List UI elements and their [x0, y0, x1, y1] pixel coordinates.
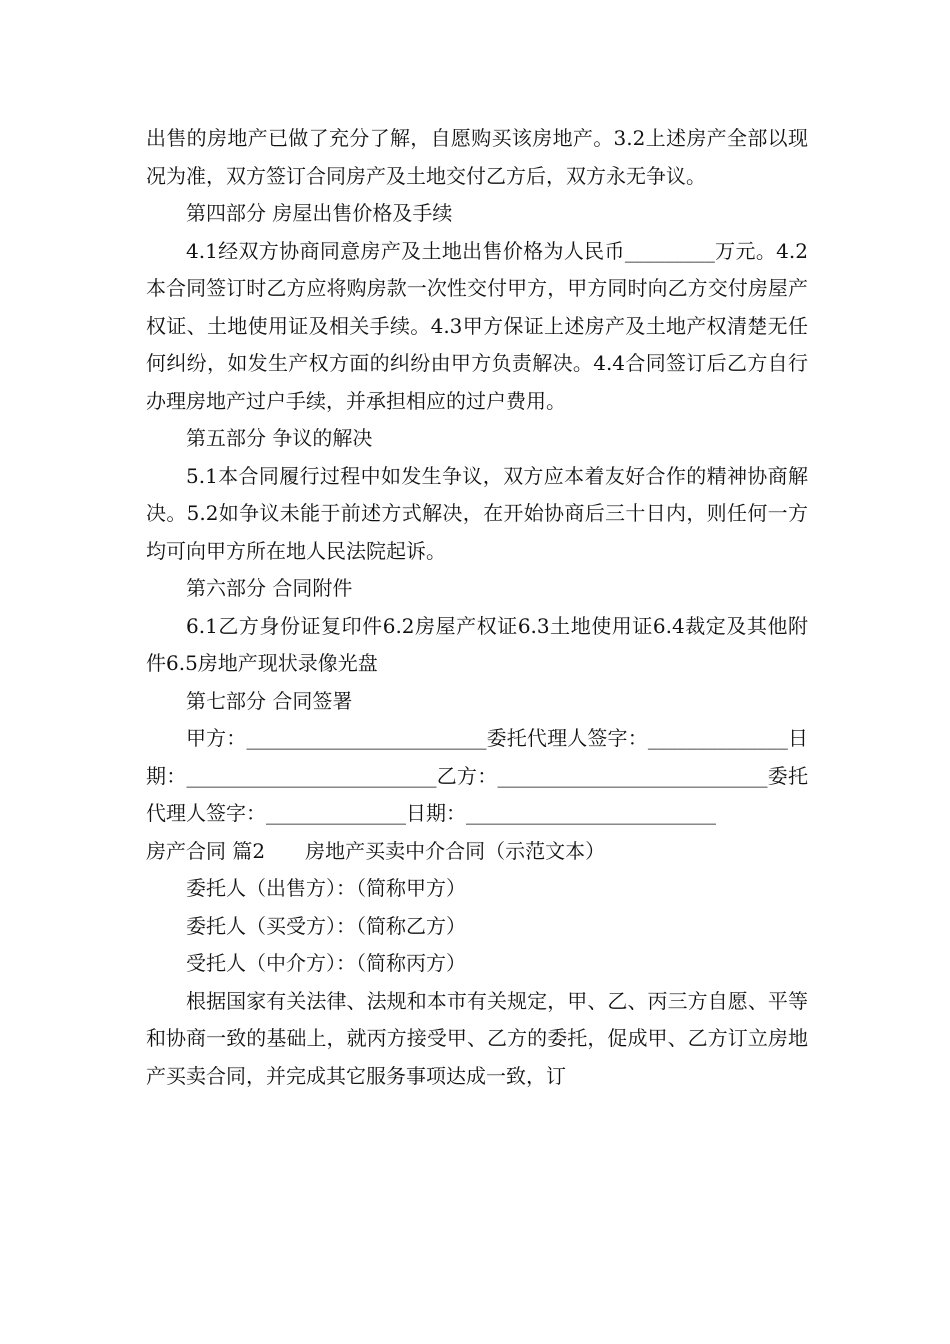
party-seller: 委托人（出售方）：（简称甲方） — [186, 876, 466, 900]
section-5-heading: 第五部分 争议的解决 — [186, 426, 373, 450]
section-4-heading: 第四部分 房屋出售价格及手续 — [186, 201, 453, 225]
section-4-body: 4.1经双方协商同意房产及土地出售价格为人民币_________万元。4.2本合同签订时乙方应将购房款一次性交付甲方，甲方同时向乙方交付房屋产权证、土地使用证及相关手续。4.3甲方保证上述房产及土地产权清楚无任何纠纷，如发生产权方面的纠纷由甲方负责解决。4.4合同签订后乙方自行办理房地产过户手续，并承担相应的过户费用。 — [146, 238, 808, 413]
party-agent: 受托人（中介方）：（简称丙方） — [186, 951, 466, 975]
party-buyer: 委托人（买受方）：（简称乙方） — [186, 913, 466, 938]
contract-2-title: 房产合同 篇2 房地产买卖中介合同（示范文本） — [146, 838, 606, 863]
signature-lines: 甲方：________________________委托代理人签字：______________日期：_________________________乙方：___________________________委托代理人签字：______________日期：_________________________ — [146, 726, 808, 825]
section-6-heading: 第六部分 合同附件 — [186, 576, 353, 600]
section-7-heading: 第七部分 合同签署 — [186, 688, 353, 713]
document-body — [146, 120, 808, 1095]
contract-2-preamble: 根据国家有关法律、法规和本市有关规定，甲、乙、丙三方自愿、平等和协商一致的基础上，就丙方接受甲、乙方的委托，促成甲、乙方订立房地产买卖合同，并完成其它服务事项达成一致，订 — [146, 988, 808, 1088]
paragraph-3-continuation: 出售的房地产已做了充分了解，自愿购买该房地产。3.2上述房产全部以现况为准，双方签订合同房产及土地交付乙方后，双方永无争议。 — [146, 126, 808, 188]
section-6-body: 6.1乙方身份证复印件6.2房屋产权证6.3土地使用证6.4裁定及其他附件6.5房地产现状录像光盘 — [146, 613, 808, 675]
section-5-body: 5.1本合同履行过程中如发生争议，双方应本着友好合作的精神协商解决。5.2如争议未能于前述方式解决，在开始协商后三十日内，则任何一方均可向甲方所在地人民法院起诉。 — [146, 463, 808, 563]
